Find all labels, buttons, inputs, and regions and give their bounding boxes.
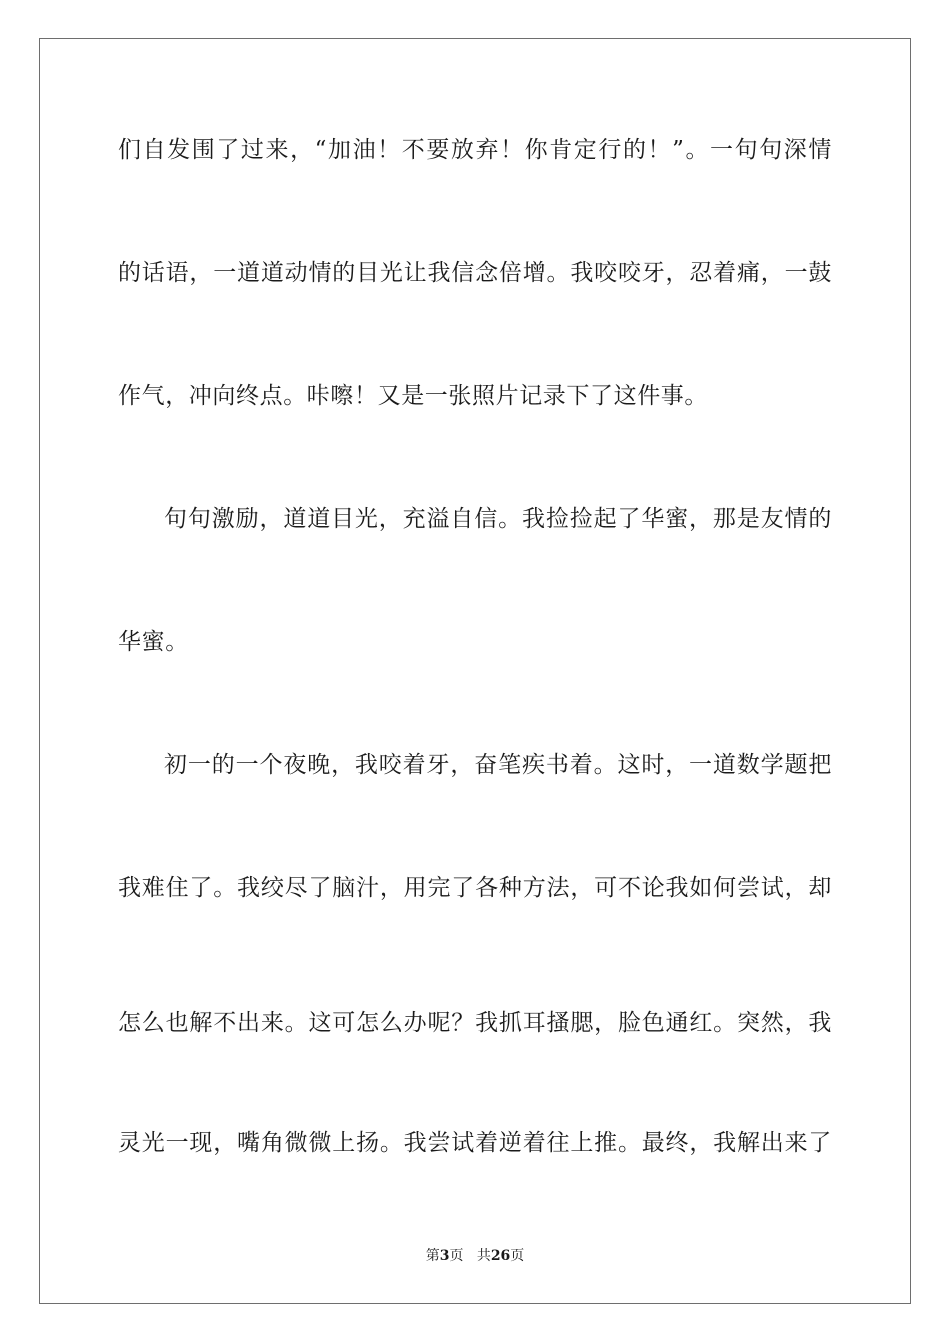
text-line-8: 怎么也解不出来。这可怎么办呢？我抓耳搔腮，脸色通红。突然，我: [118, 1010, 832, 1036]
text-line-9: 灵光一现，嘴角微微上扬。我尝试着逆着往上推。最终，我解出来了: [118, 1130, 832, 1156]
text-line-7: 我难住了。我绞尽了脑汁，用完了各种方法，可不论我如何尝试，却: [118, 875, 832, 901]
text-line-5: 华蜜。: [118, 629, 189, 655]
text-line-6: 初一的一个夜晚，我咬着牙，奋笔疾书着。这时，一道数学题把: [164, 752, 832, 778]
text-line-2: 的话语，一道道动情的目光让我信念倍增。我咬咬牙，忍着痛，一鼓: [118, 260, 832, 286]
total-pages: 26: [490, 1248, 511, 1264]
text-line-3: 作气，冲向终点。咔嚓！又是一张照片记录下了这件事。: [118, 383, 708, 409]
page-frame: [39, 38, 911, 1304]
text-line-1: 们自发围了过来，“加油！不要放弃！你肯定行的！”。一句句深情: [118, 137, 832, 163]
page-prefix: 第: [425, 1248, 440, 1264]
total-suffix: 页: [510, 1248, 525, 1264]
text-line-4: 句句激励，道道目光，充溢自信。我捡捡起了华蜜，那是友情的: [164, 506, 832, 532]
total-prefix: 共: [476, 1248, 491, 1264]
page-suffix: 页: [449, 1248, 464, 1264]
page-footer: [0, 1246, 950, 1266]
page-number: 3: [439, 1248, 450, 1264]
